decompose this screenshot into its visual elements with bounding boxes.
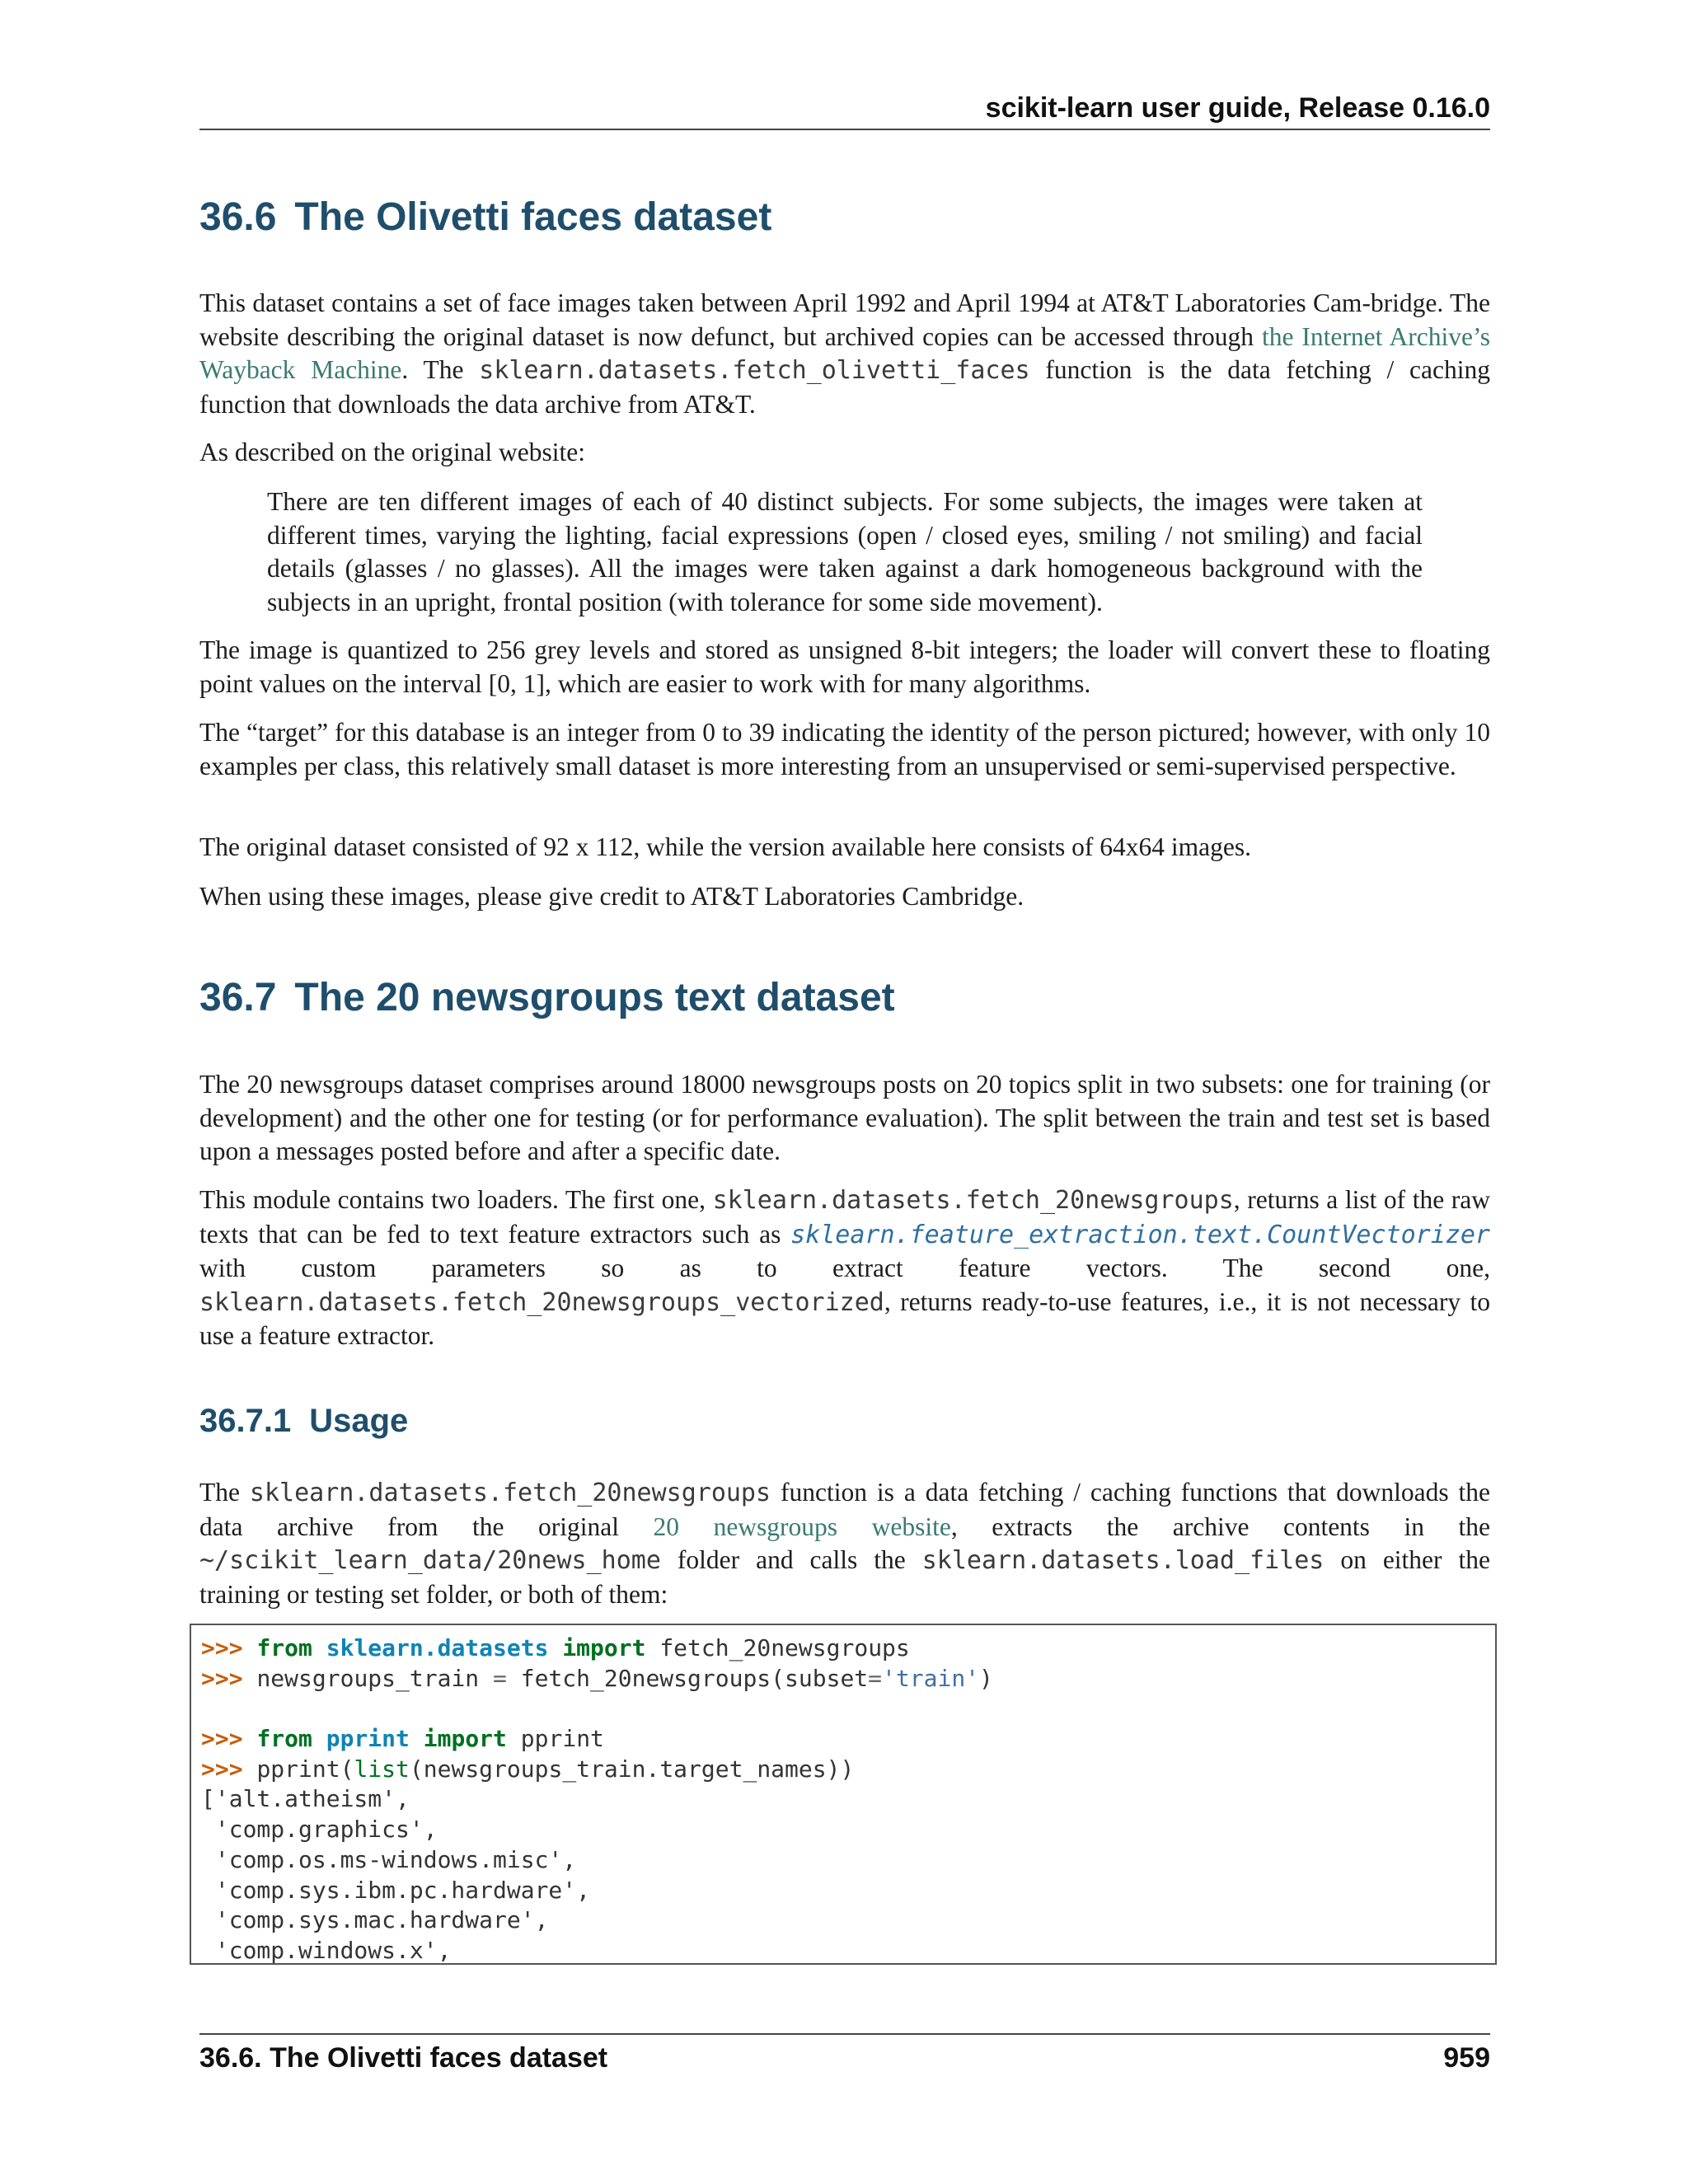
code-block[interactable] [190,1624,1497,1965]
section-title: The 20 newsgroups text dataset [294,976,895,1019]
countvectorizer-link[interactable]: sklearn.feature_extraction.text.CountVectorizer [790,1220,1490,1249]
code-output-line: 'comp.graphics', [201,1816,438,1844]
code-output-line: 'comp.windows.x', [201,1936,452,1964]
code-fetch-20newsgroups: sklearn.datasets.fetch_20newsgroups [712,1186,1234,1215]
described-paragraph: As described on the original website: [199,438,586,466]
builtin: list [354,1755,410,1783]
usage-paragraph [199,1476,1490,1611]
identifier: fetch_20newsgroups(subset [506,1664,869,1692]
text-run: , extracts the archive contents in the [950,1511,1490,1541]
code-line [201,1755,1495,1785]
footer-rule [199,2033,1490,2035]
keyword: from [256,1725,312,1753]
subsection-number: 36.7.1 [199,1403,292,1439]
module-name: pprint [326,1725,410,1753]
text-run: This module contains two loaders. The first one, [199,1185,713,1214]
code-output-line: 'comp.sys.mac.hardware', [201,1906,549,1934]
code-output-line: 'comp.sys.ibm.pc.hardware', [201,1876,591,1904]
module-name: sklearn.datasets [326,1634,549,1661]
text-run: This dataset contains a set of face images taken between April 1992 and April 1994 at AT&T Laboratories Cam-bridge. The website describing the original dataset is now defunct, but archived copies can be accessed through [199,288,1490,351]
keyword: import [423,1725,507,1753]
text-run: , returns ready-to-use features, i.e., it is not necessary to use a feature extractor. [199,1286,1490,1350]
operator: = [868,1664,883,1692]
code-fetch-20newsgroups: sklearn.datasets.fetch_20newsgroups [249,1479,771,1507]
text-run: . The [401,355,480,384]
header-rule [199,129,1490,130]
code-line [201,1724,1495,1755]
keyword: import [562,1634,646,1661]
code-line [201,1664,1495,1694]
operator: = [493,1664,507,1692]
subsection-title: Usage [309,1403,409,1439]
string-literal: 'train' [882,1664,980,1692]
code-output-line: ['alt.atheism', [201,1785,410,1813]
block-quote: There are ten different images of each of 40 distinct subjects. For some subjects, the images were taken at different times, varying the lighting, facial expressions (open / closed eyes, smiling / not smiling) and facial details (glasses / no glasses). All the images were taken against a dark homogeneous background with the subjects in an upright, frontal position (with tolerance for some side movement). [267,487,1423,616]
credit-paragraph: When using these images, please give credit to AT&T Laboratories Cambridge. [199,882,1025,911]
text-run: function is the data fetching / caching function that downloads the data archive from AT&T. [199,355,1491,419]
punctuation: ) [979,1664,993,1692]
section-heading-newsgroups [199,975,895,1020]
code-line [201,1633,1495,1664]
identifier: newsgroups_train [256,1664,494,1692]
prompt: >>> [201,1664,243,1692]
keyword: from [256,1634,312,1661]
section-number: 36.6 [199,195,277,239]
code-fetch-olivetti-faces: sklearn.datasets.fetch_olivetti_faces [479,356,1030,385]
olivetti-intro-paragraph [199,287,1490,421]
identifier: pprint( [256,1755,354,1783]
loaders-paragraph [199,1183,1490,1353]
text-run: , returns a list of the raw texts that can be fed to text feature extractors such as [199,1185,1490,1249]
footer-section-title: 36.6. The Olivetti faces dataset [199,2042,608,2074]
section-number: 36.7 [199,976,277,1019]
text-run: The [199,1478,250,1507]
newsgroups-website-link[interactable]: 20 newsgroups website [653,1511,951,1541]
wayback-machine-link[interactable]: the Internet Archive’s Wayback Machine [199,321,1490,384]
newsgroups-intro-paragraph: The 20 newsgroups dataset comprises around 18000 newsgroups posts on 20 topics split in two subsets: one for training (or development) and the other one for testing (or for performance evaluation). The split between the train and test set is based upon a messages posted before and after a specific date. [199,1070,1490,1165]
identifier: pprint [520,1725,604,1753]
code-fetch-20newsgroups-vectorized: sklearn.datasets.fetch_20newsgroups_vectorized [199,1287,884,1317]
section-title: The Olivetti faces dataset [294,195,772,239]
subsection-heading-usage [199,1403,408,1440]
prompt: >>> [201,1634,243,1661]
code-output-line: 'comp.os.ms-windows.misc', [201,1845,577,1873]
text-run: folder and calls the [660,1545,922,1574]
identifier: (newsgroups_train.target_names)) [409,1755,855,1783]
running-header: scikit-learn user guide, Release 0.16.0 [985,92,1490,124]
section-heading-olivetti [199,194,771,240]
text-run: function is a data fetching / caching functions that downloads the data archive from the original [199,1478,1490,1541]
prompt: >>> [201,1725,243,1753]
text-run: on either the training or testing set folder, or both of them: [199,1545,1490,1609]
page-number: 959 [1443,2042,1490,2074]
code-load-files: sklearn.datasets.load_files [921,1546,1325,1575]
identifier: fetch_20newsgroups [659,1634,910,1661]
text-run: with custom parameters so as to extract feature vectors. The second one, [199,1254,1490,1282]
target-paragraph: The “target” for this database is an integer from 0 to 39 indicating the identity of the person pictured; however, with only 10 examples per class, this relatively small dataset is more interesting from an unsupervised or semi-supervised perspective. [199,718,1490,780]
page-footer [199,2042,1490,2074]
code-blank-line [201,1694,1495,1724]
original-size-paragraph: The original dataset consisted of 92 x 112, while the version available here consists of 64x64 images. [199,832,1252,861]
quantization-paragraph: The image is quantized to 256 grey levels and stored as unsigned 8-bit integers; the loader will convert these to floating point values on the interval [0, 1], which are easier to work with for many algorithms. [199,635,1490,698]
prompt: >>> [201,1755,243,1783]
code-20news-home-path: ~/scikit_learn_data/20news_home [199,1546,661,1575]
